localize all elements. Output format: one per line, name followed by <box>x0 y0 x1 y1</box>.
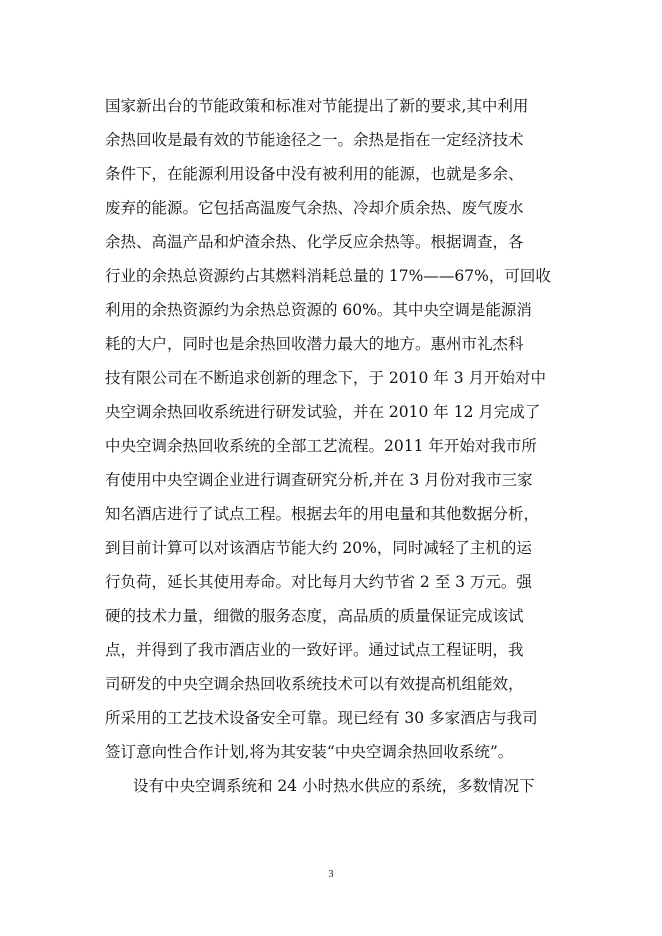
text-line: 废弃的能源。它包括高温废气余热、冷却介质余热、废气废水 <box>105 199 524 217</box>
text-line: 点，并得到了我市酒店业的一致好评。通过试点工程证明，我 <box>105 641 524 659</box>
text-line: 中央空调余热回收系统的全部工艺流程。2011 年开始对我市所 <box>105 437 537 455</box>
page-number: 3 <box>328 869 334 880</box>
text-line: 知名酒店进行了试点工程。根据去年的用电量和其他数据分析， <box>105 505 540 523</box>
text-line: 所采用的工艺技术设备安全可靠。现已经有 30 多家酒店与我司 <box>105 709 538 727</box>
text-line: 司研发的中央空调余热回收系统技术可以有效提高机组能效， <box>105 675 524 693</box>
text-line: 国家新出台的节能政策和标准对节能提出了新的要求,其中利用 <box>105 97 529 115</box>
text-line: 行业的余热总资源约占其燃料消耗总量的 17%——67%，可回收 <box>105 267 551 285</box>
text-line: 余热回收是最有效的节能途径之一。余热是指在一定经济技术 <box>105 131 524 149</box>
text-line: 有使用中央空调企业进行调查研究分析,并在 3 月份对我市三家 <box>105 471 533 489</box>
text-line: 签订意向性合作计划,将为其安装“中央空调余热回收系统”。 <box>105 743 514 761</box>
text-line: 央空调余热回收系统进行研发试验，并在 2010 年 12 月完成了 <box>105 403 541 421</box>
text-line: 条件下，在能源利用设备中没有被利用的能源，也就是多余、 <box>105 165 524 183</box>
text-line: 利用的余热资源约为余热总资源的 60%。其中央空调是能源消 <box>105 301 532 319</box>
text-line: 耗的大户，同时也是余热回收潜力最大的地方。惠州市礼杰科 <box>105 335 524 353</box>
text-line: 到目前计算可以对该酒店节能大约 20%，同时减轻了主机的运 <box>105 539 532 557</box>
text-line: 设有中央空调系统和 24 小时热水供应的系统，多数情况下 <box>133 777 535 795</box>
text-line: 余热、高温产品和炉渣余热、化学反应余热等。根据调查，各 <box>105 233 524 251</box>
text-line: 行负荷，延长其使用寿命。对比每月大约节省 2 至 3 万元。强 <box>105 573 532 591</box>
text-line: 硬的技术力量，细微的服务态度，高品质的质量保证完成该试 <box>105 607 524 625</box>
text-line: 技有限公司在不断追求创新的理念下，于 2010 年 3 月开始对中 <box>105 369 547 387</box>
